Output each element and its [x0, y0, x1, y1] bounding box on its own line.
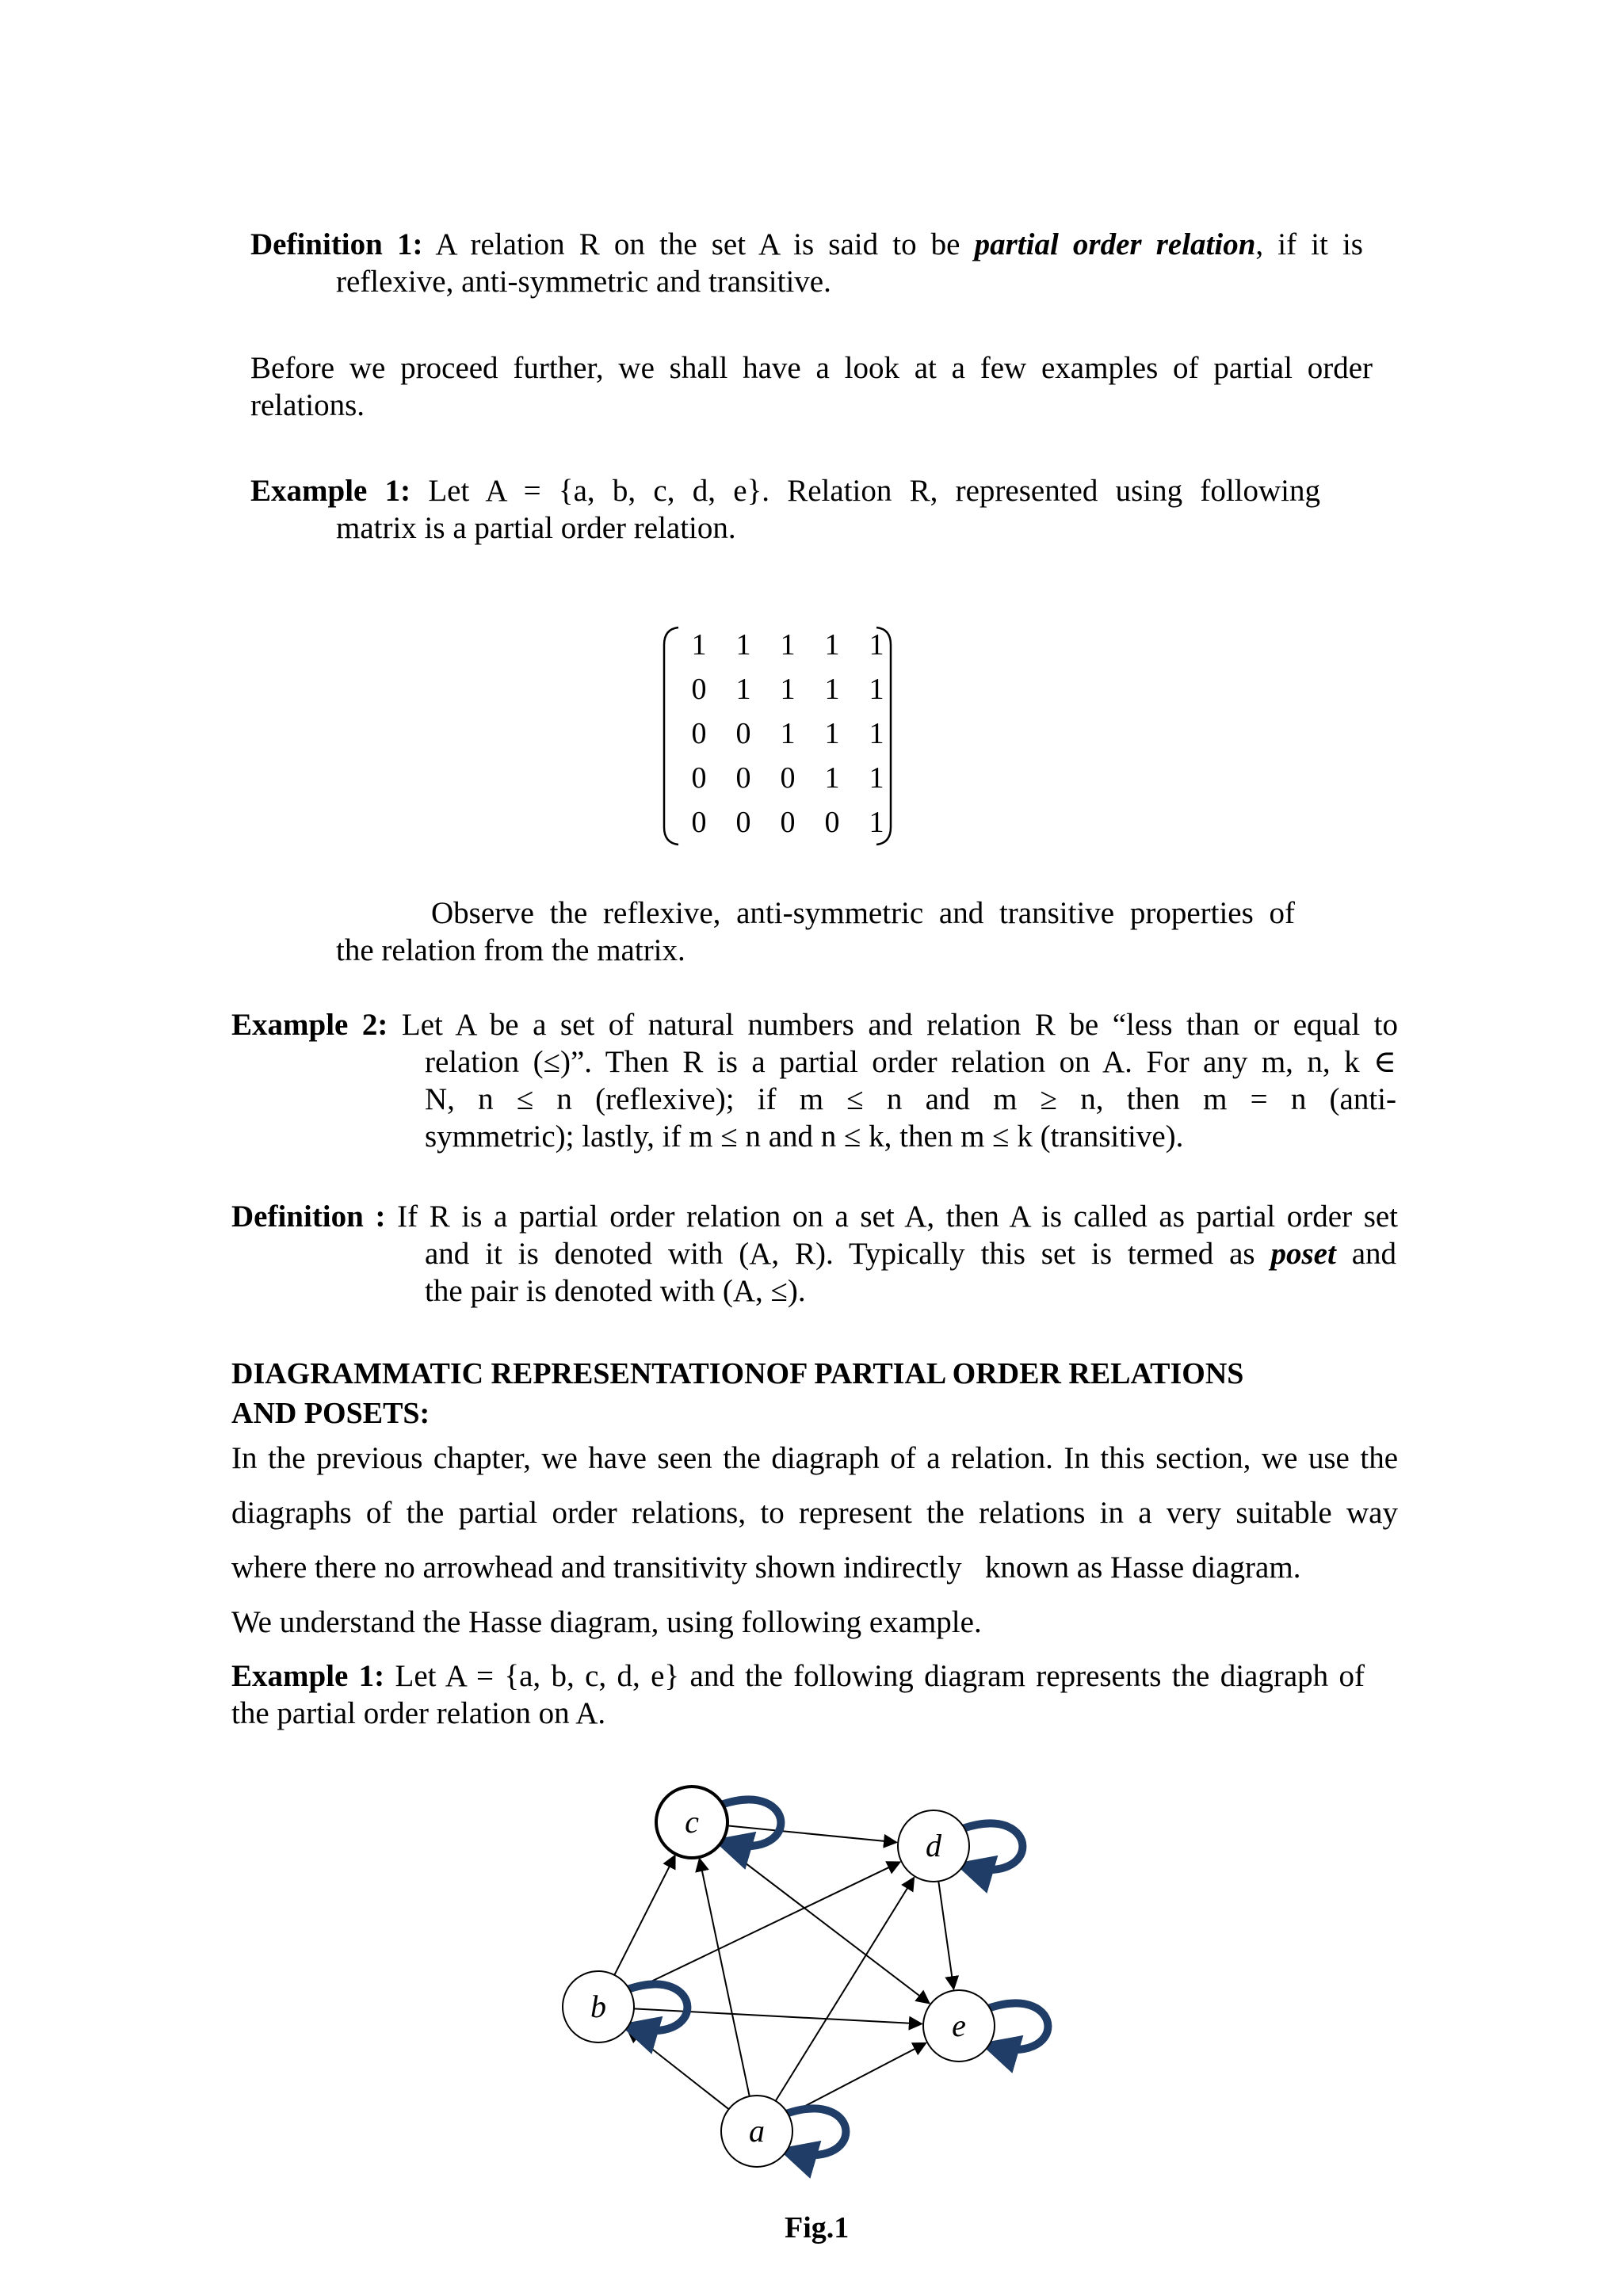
edge-c-d	[727, 1825, 896, 1842]
matrix-cell: 0	[735, 806, 751, 839]
node-c	[656, 1787, 727, 1858]
example-1-line2: matrix is a partial order relation.	[336, 511, 736, 545]
example-2-line3: N, n ≤ n (reflexive); if m ≤ n and m ≥ n, then m = n (anti-	[425, 1082, 1396, 1116]
matrix-cell: 0	[824, 806, 840, 839]
matrix-cell: 1	[780, 628, 796, 662]
matrix-cell: 1	[824, 673, 840, 706]
definition-poset-line3: the pair is denoted with (A, ≤).	[425, 1274, 806, 1308]
node-e	[923, 1990, 995, 2061]
intro-line1: Before we proceed further, we shall have a look at a few examples of partial order	[250, 351, 1373, 385]
edge-a-c	[700, 1859, 750, 2096]
definition-poset-line2: and it is denoted with (A, R). Typically this set is termed as poset and	[425, 1237, 1396, 1271]
edge-a-e	[789, 2043, 926, 2115]
node-a	[721, 2096, 792, 2167]
matrix-cell: 1	[691, 628, 707, 662]
matrix-cell: 0	[691, 761, 707, 795]
node-b	[563, 1971, 634, 2042]
digraph-edges	[614, 1825, 953, 2115]
edge-b-d	[631, 1862, 900, 1991]
matrix-cell: 1	[869, 673, 884, 706]
node-label: e	[952, 2008, 966, 2043]
observe-line2: the relation from the matrix.	[336, 933, 685, 967]
example-2-line4: symmetric); lastly, if m ≤ n and n ≤ k, then m ≤ k (transitive).	[425, 1119, 1184, 1154]
section-heading-line1: DIAGRAMMATIC REPRESENTATIONOF PARTIAL ORDER RELATIONS	[231, 1357, 1244, 1390]
example-1-line1: Example 1: Let A = {a, b, c, d, e}. Relation R, represented using following	[250, 474, 1321, 508]
definition-1-term: partial order relation	[974, 227, 1256, 261]
figure-caption: Fig.1	[785, 2211, 850, 2245]
definition-poset-label: Definition :	[231, 1199, 386, 1234]
matrix-cell: 1	[869, 761, 884, 795]
section-paragraph-line1: In the previous chapter, we have seen the diagraph of a relation. In this section, we use the	[231, 1441, 1398, 1475]
example-2-label: Example 2:	[231, 1008, 388, 1042]
matrix-cell: 0	[691, 806, 707, 839]
matrix-cell: 0	[691, 717, 707, 750]
matrix-cell: 1	[869, 717, 884, 750]
self-loop-e	[987, 2003, 1048, 2050]
matrix-cell: 1	[824, 628, 840, 662]
matrix-cell: 1	[869, 806, 884, 839]
node-label: c	[685, 1804, 699, 1840]
edge-d-e	[938, 1882, 953, 1989]
definition-poset-line1: Definition : If R is a partial order relation on a set A, then A is called as partial order set	[231, 1199, 1399, 1234]
node-label: b	[590, 1989, 606, 2024]
example-hasse-line2: the partial order relation on A.	[231, 1696, 606, 1730]
matrix-cell: 1	[824, 761, 840, 795]
definition-1-label: Definition 1:	[250, 227, 423, 261]
example-hasse-label: Example 1:	[231, 1659, 385, 1693]
example-hasse-line1: Example 1: Let A = {a, b, c, d, e} and the following diagram represents the diagraph of	[231, 1659, 1365, 1693]
matrix-cell: 1	[735, 628, 751, 662]
digraph-figure	[547, 1759, 1086, 2179]
edge-a-b	[628, 2030, 729, 2109]
matrix-cell: 1	[735, 673, 751, 706]
matrix-cell: 1	[869, 628, 884, 662]
digraph-nodes	[563, 1787, 995, 2167]
matrix-cell: 1	[824, 717, 840, 750]
matrix-cell: 0	[691, 673, 707, 706]
section-paragraph-line2: diagraphs of the partial order relations, to represent the relations in a very suitable way	[231, 1496, 1398, 1530]
intro-line2: relations.	[250, 388, 365, 422]
self-loop-a	[785, 2108, 846, 2155]
example-1-label: Example 1:	[250, 474, 411, 508]
node-label: a	[749, 2113, 765, 2149]
edge-c-e	[720, 1844, 930, 2003]
matrix-cell: 0	[780, 761, 796, 795]
matrix-cell: 1	[780, 673, 796, 706]
section-paragraph-line4: We understand the Hasse diagram, using following example.	[231, 1605, 982, 1639]
example-2-line2: relation (≤)”. Then R is a partial order relation on A. For any m, n, k ∈	[425, 1045, 1396, 1079]
definition-1-line2: reflexive, anti-symmetric and transitive.	[336, 265, 831, 299]
matrix-cell: 0	[735, 761, 751, 795]
matrix-cell: 0	[735, 717, 751, 750]
example-2-line1: Example 2: Let A be a set of natural numbers and relation R be “less than or equal to	[231, 1008, 1399, 1042]
observe-line1: Observe the reflexive, anti-symmetric and transitive properties of	[431, 896, 1295, 930]
section-heading-line2: AND POSETS:	[231, 1397, 430, 1430]
self-loop-c	[720, 1799, 781, 1846]
edge-b-c	[614, 1855, 674, 1975]
section-paragraph-line3: where there no arrowhead and transitivity shown indirectly known as Hasse diagram.	[231, 1550, 1301, 1585]
node-d	[898, 1810, 969, 1882]
poset-term: poset	[1270, 1237, 1336, 1271]
definition-1-text: A relation R on the set A is said to be	[435, 227, 960, 261]
matrix-cell: 0	[780, 806, 796, 839]
node-label: d	[926, 1828, 941, 1863]
self-loop-d	[962, 1823, 1022, 1870]
matrix-cell: 1	[780, 717, 796, 750]
self-loop-b	[627, 1984, 687, 2031]
definition-1-line1: Definition 1: A relation R on the set A is said to be partial order relation, if it is	[250, 227, 1363, 261]
